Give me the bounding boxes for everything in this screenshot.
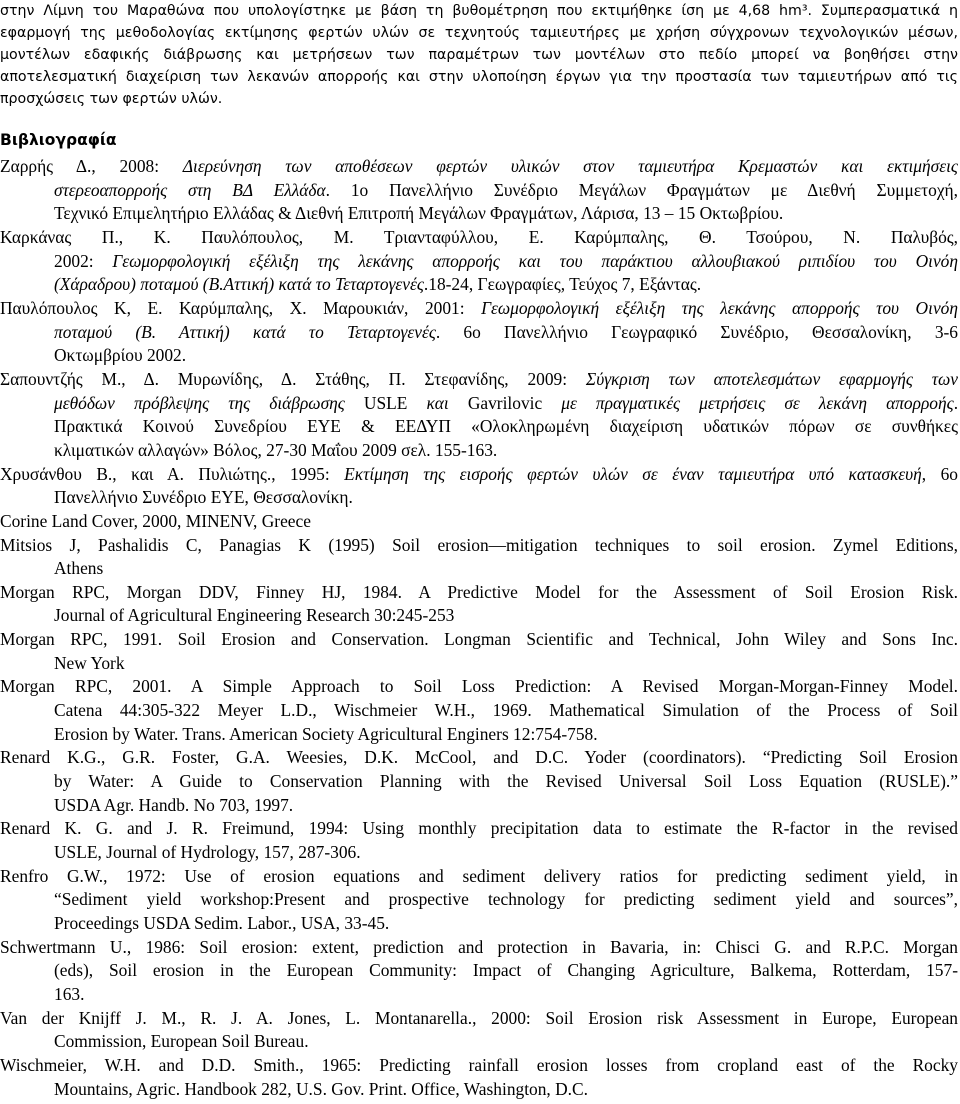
reference-text: Erosion by Water. Trans. American Society Agricultural Enginers 12:754-758. (54, 723, 598, 744)
reference-line (0, 746, 958, 770)
reference-line (0, 534, 958, 558)
reference-text: Οκτωμβρίου 2002. (54, 345, 187, 366)
reference-line (0, 297, 958, 321)
reference-text: 2002: (54, 250, 113, 271)
intro-line: εφαρμογή της μεθοδολογίας εκτίμησης φερτών υλών σε τεχνητούς ταμιευτήρες με χρήση σύγχρονων τεχνολογικών μέσων, (0, 25, 958, 41)
reference-entry (0, 581, 958, 628)
reference-line (0, 463, 958, 487)
reference-text: Renard K. G. and J. R. Freimund, 1994: Using monthly precipitation data to estimate the R-factor in the revised (0, 818, 958, 839)
reference-text: Mitsios J, Pashalidis C, Panagias K (1995) Soil erosion—mitigation techniques to soil erosion. Zymel Editions, (0, 534, 958, 555)
reference-text: New York (54, 652, 125, 673)
intro-line: μοντέλων εδαφικής διάβρωσης και μετρήσεων των παραμέτρων των μοντέλων στο πεδίο μπορεί να βοηθήσει στην (0, 47, 958, 63)
reference-text: , 6ο (921, 463, 958, 484)
italic-text: μεθόδων πρόβλεψης της διάβρωσης (54, 392, 364, 413)
reference-line (0, 936, 958, 960)
reference-line (0, 368, 958, 392)
reference-entry (0, 297, 958, 368)
reference-line (0, 273, 958, 297)
reference-text: Gavrilovic (467, 392, 562, 413)
reference-text: . (953, 392, 958, 413)
reference-text: Morgan RPC, 1991. Soil Erosion and Conservation. Longman Scientific and Technical, John Wiley and Sons Inc. (0, 629, 958, 650)
reference-entry (0, 1007, 958, 1054)
reference-line (0, 652, 958, 676)
reference-entry (0, 1054, 958, 1101)
reference-text: Corine Land Cover, 2000, MINENV, Greece (0, 510, 311, 531)
reference-line (0, 392, 958, 416)
reference-text: (eds), Soil erosion in the European Community: Impact of Changing Agriculture, Balkema, Rotterdam, 157- (54, 960, 958, 981)
reference-entry (0, 226, 958, 297)
reference-line (0, 486, 958, 510)
reference-text: Καρκάνας Π., Κ. Παυλόπουλος, Μ. Τριανταφύλλου, Ε. Καρύμπαλης, Θ. Τσούρου, Ν. Παλυβός, (0, 226, 958, 247)
reference-line (0, 794, 958, 818)
reference-line (0, 415, 958, 439)
reference-text: Proceedings USDA Sedim. Labor., USA, 33-45. (54, 913, 390, 933)
reference-line (0, 675, 958, 699)
reference-line (0, 179, 958, 203)
italic-text: Σύγκριση των αποτελεσμάτων εφαρμογής των (585, 368, 958, 389)
reference-text: Morgan RPC, Morgan DDV, Finney HJ, 1984. A Predictive Model for the Assessment of Soil Erosion Risk. (0, 581, 958, 602)
reference-line (0, 628, 958, 652)
reference-text: Χρυσάνθου Β., και Α. Πυλιώτης., 1995: (0, 463, 345, 484)
italic-text: (Χάραδρου) ποταμού (Β.Αττική) κατά το Τεταρτογενές (54, 274, 424, 295)
reference-text: Τεχνικό Επιμελητήριο Ελλάδας & Διεθνή Επιτροπή Μεγάλων Φραγμάτων, Λάρισα, 13 – 15 Οκτωβρίου. (54, 203, 784, 224)
reference-line (0, 250, 958, 274)
reference-text: Journal of Agricultural Engineering Research 30:245-253 (54, 605, 455, 626)
reference-entry (0, 368, 958, 463)
reference-line (0, 699, 958, 723)
italic-text: με πραγματικές μετρήσεις σε λεκάνη απορροής (561, 392, 954, 413)
reference-line (0, 959, 958, 983)
reference-line (0, 865, 958, 889)
bibliography-heading: Βιβλιογραφία (0, 131, 117, 149)
intro-line: στην Λίμνη του Μαραθώνα που υπολογίστηκε με βάση τη βυθομέτρηση που εκτιμήθηκε ίση με 4,68 hm³. Συμπερασματικά η (0, 3, 958, 19)
reference-text: Commission, European Soil Bureau. (54, 1031, 309, 1052)
reference-line (0, 770, 958, 794)
reference-entry (0, 817, 958, 864)
reference-entry (0, 746, 958, 817)
reference-line (0, 604, 958, 628)
reference-line (0, 344, 958, 368)
italic-text: και (426, 392, 468, 413)
reference-entry (0, 510, 958, 534)
reference-line (0, 723, 958, 747)
reference-line (0, 557, 958, 581)
reference-text: Πανελλήνιο Συνέδριο ΕΥΕ, Θεσσαλονίκη. (54, 487, 353, 508)
reference-text: Ζαρρής Δ., 2008: (0, 156, 183, 176)
reference-text: Morgan RPC, 2001. A Simple Approach to Soil Loss Prediction: A Revised Morgan-Morgan-Finney Model. (0, 676, 958, 697)
reference-line (0, 888, 958, 912)
reference-text: Renard K.G., G.R. Foster, G.A. Weesies, D.K. McCool, and D.C. Yoder (coordinators). “Predicting Soil Erosion (0, 747, 958, 768)
reference-line (0, 1054, 958, 1078)
reference-text: . 1ο Πανελλήνιο Συνέδριο Μεγάλων Φραγμάτων με Διεθνή Συμμετοχή, (325, 179, 958, 200)
reference-line (0, 321, 958, 345)
reference-line (0, 983, 958, 1007)
reference-text: Athens (54, 558, 104, 579)
reference-line (0, 817, 958, 841)
reference-text: Παυλόπουλος Κ, Ε. Καρύμπαλης, Χ. Μαρουκιάν, 2001: (0, 297, 482, 318)
reference-entry (0, 534, 958, 581)
reference-entry (0, 675, 958, 746)
italic-text: Διερεύνηση των αποθέσεων φερτών υλικών στον ταμιευτήρα Κρεμαστών και εκτιμήσεις (182, 156, 958, 176)
reference-text: Πρακτικά Κοινού Συνεδρίου ΕΥΕ & ΕΕΔΥΠ «Ολοκληρωμένη διαχείριση υδατικών πόρων σε συνθήκες (54, 416, 958, 437)
reference-entry (0, 865, 958, 936)
intro-line: προσχώσεις των φερτών υλών. (0, 91, 223, 107)
reference-text: . 6ο Πανελλήνιο Γεωγραφικό Συνέδριο, Θεσσαλονίκη, 3-6 (435, 321, 958, 342)
reference-text: Mountains, Agric. Handbook 282, U.S. Gov. Print. Office, Washington, D.C. (54, 1078, 588, 1099)
reference-line (0, 912, 958, 936)
italic-text: Εκτίμηση της εισροής φερτών υλών σε έναν ταμιευτήρα υπό κατασκευή (344, 463, 922, 484)
reference-text: Renfro G.W., 1972: Use of erosion equations and sediment delivery ratios for predicting sediment yield, in (0, 865, 958, 886)
reference-line (0, 439, 958, 463)
reference-entry (0, 463, 958, 510)
reference-line (0, 155, 958, 179)
reference-text: Σαπουντζής Μ., Δ. Μυρωνίδης, Δ. Στάθης, Π. Στεφανίδης, 2009: (0, 368, 586, 389)
intro-paragraph (0, 0, 958, 110)
reference-text: USLE, Journal of Hydrology, 157, 287-306. (54, 842, 361, 863)
italic-text: ποταμού (Β. Αττική) κατά το Τεταρτογενές (54, 321, 436, 342)
reference-line (0, 1007, 958, 1031)
reference-text: USLE (363, 392, 427, 413)
italic-text: στερεοαπορροής στη ΒΔ Ελλάδα (54, 179, 326, 200)
reference-line (0, 510, 958, 534)
reference-entry (0, 155, 958, 226)
reference-text: “Sediment yield workshop:Present and prospective technology for predicting sediment yield and sources”, (54, 889, 958, 910)
reference-text: USDA Agr. Handb. No 703, 1997. (54, 794, 294, 815)
reference-entry (0, 628, 958, 675)
italic-text: Γεωμορφολογική εξέλιξη της λεκάνης απορροής του Οινόη (481, 297, 958, 318)
reference-text: Schwertmann U., 1986: Soil erosion: extent, prediction and protection in Bavaria, in: Chisci G. and R.P.C. Morgan (0, 936, 958, 957)
reference-line (0, 1078, 958, 1102)
reference-line (0, 1030, 958, 1054)
reference-text: Wischmeier, W.H. and D.D. Smith., 1965: Predicting rainfall erosion losses from cropland east of the Rocky (0, 1054, 958, 1075)
reference-line (0, 202, 958, 226)
reference-text: 163. (54, 983, 85, 1004)
italic-text: Γεωμορφολογική εξέλιξη της λεκάνης απορροής και του παράκτιου αλλουβιακού ριπιδίου του Οινόη (112, 250, 958, 271)
reference-line (0, 581, 958, 605)
intro-line: αποτελεσματική διαχείριση των λεκανών απορροής και στην υλοποίηση έργων για την προστασία των ταμιευτήρων από τις (0, 69, 958, 85)
reference-text: Catena 44:305-322 Meyer L.D., Wischmeier W.H., 1969. Mathematical Simulation of the Process of Soil (54, 700, 958, 721)
reference-text: by Water: A Guide to Conservation Planning with the Revised Universal Soil Loss Equation (RUSLE).” (54, 771, 958, 792)
reference-text: κλιματικών αλλαγών» Βόλος, 27-30 Μαΐου 2009 σελ. 155-163. (54, 439, 498, 460)
reference-line (0, 841, 958, 865)
reference-text: Van der Knijff J. M., R. J. A. Jones, L. Montanarella., 2000: Soil Erosion risk Assessment in Europe, European (0, 1007, 958, 1028)
reference-line (0, 226, 958, 250)
reference-list (0, 155, 958, 1101)
reference-entry (0, 936, 958, 1007)
reference-text: .18-24, Γεωγραφίες, Τεύχος 7, Εξάντας. (423, 274, 702, 295)
